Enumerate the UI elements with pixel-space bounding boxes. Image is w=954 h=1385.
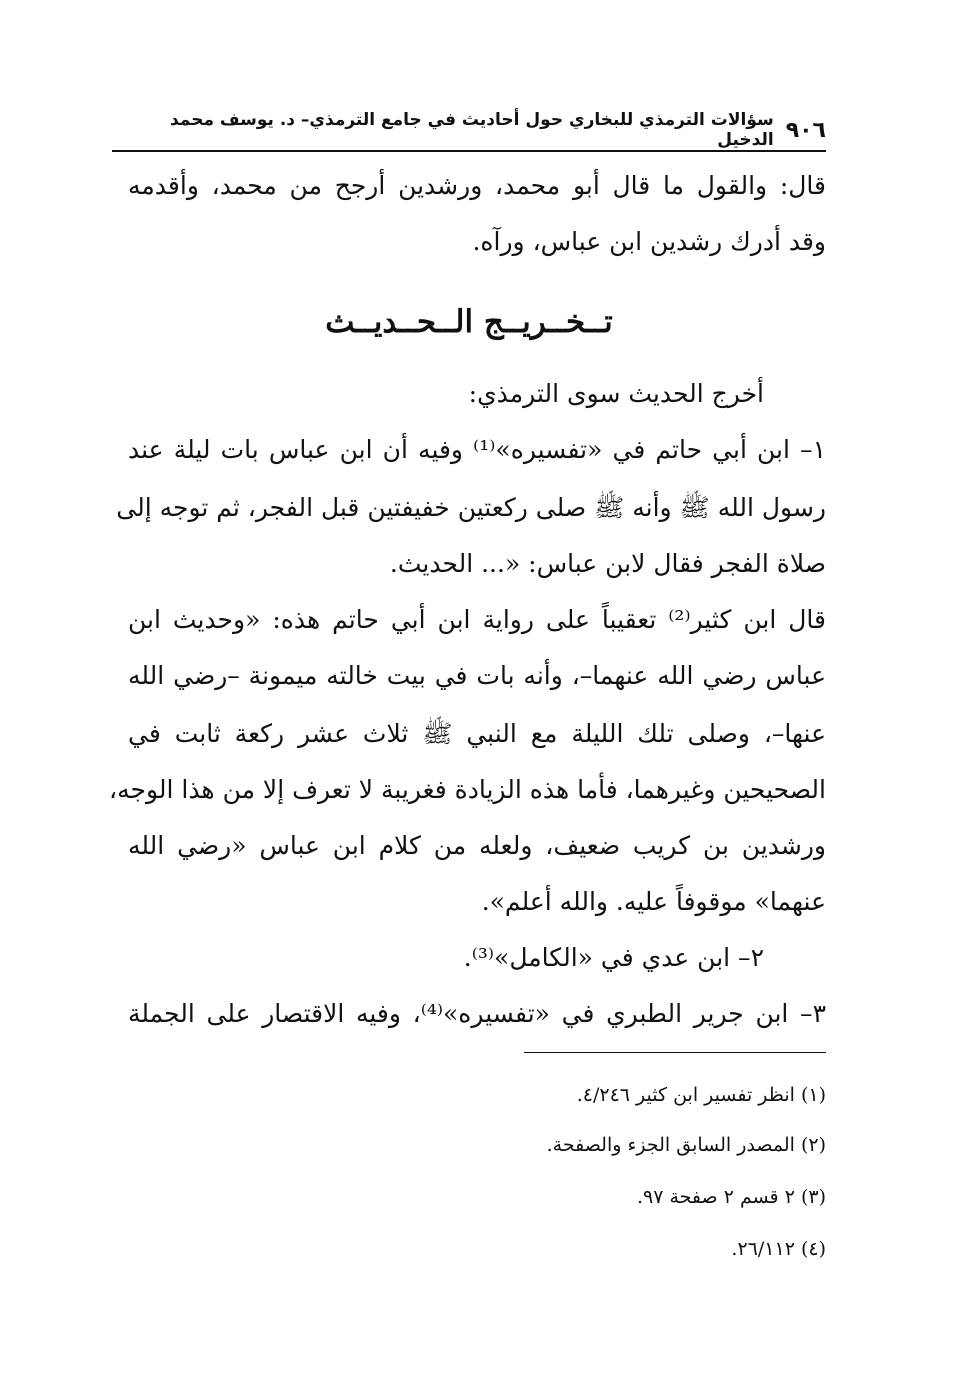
body-line-12: عنهما» موقوفاً عليه. والله أعلم». [481, 887, 826, 916]
footnote-3: (٣) ٢ قسم ٢ صفحة ٩٧. [636, 1186, 826, 1208]
body-line-1: قال: والقول ما قال أبو محمد، ورشدين أرجح من محمد، وأقدمه [128, 171, 826, 200]
footnote-4: (٤) ٢٦/١١٢. [731, 1238, 826, 1260]
body-line-8: عباس رضي الله عنهما–، وأنه بات في بيت خالته ميمونة –رضي الله [128, 661, 826, 690]
section-title: تــخــريــج الــحــديــث [325, 304, 613, 340]
body-line-5: رسول الله ﷺ وأنه ﷺ صلى ركعتين خفيفتين قبل الفجر، ثم توجه إلى [116, 493, 826, 522]
header-rule [112, 150, 826, 152]
running-header [112, 112, 826, 148]
footnote-1: (١) انظر تفسير ابن كثير ٤/٢٤٦. [576, 1084, 826, 1106]
footnote-rule [524, 1052, 826, 1053]
body-line-13: ٢– ابن عدي في «الكامل»⁽³⁾. [463, 943, 764, 972]
footnote-2: (٢) المصدر السابق الجزء والصفحة. [546, 1134, 826, 1156]
body-line-2: وقد أدرك رشدين ابن عباس، ورآه. [472, 227, 826, 256]
body-line-10: الصحيحين وغيرهما، فأما هذه الزيادة فغريبة لا تعرف إلا من هذا الوجه، [109, 775, 826, 804]
body-line-3: أخرج الحديث سوى الترمذي: [468, 379, 764, 408]
body-line-9: عنها–، وصلى تلك الليلة مع النبي ﷺ ثلاث عشر ركعة ثابت في [128, 719, 826, 748]
body-line-6: صلاة الفجر فقال لابن عباس: «... الحديث. [389, 549, 826, 578]
header-title: سؤالات الترمذي للبخاري حول أحاديث في جامع الترمذي– د. يوسف محمد الدخيل [169, 110, 774, 150]
body-line-14: ٣– ابن جرير الطبري في «تفسيره»⁽⁴⁾، وفيه الاقتصار على الجملة [128, 999, 826, 1028]
body-line-4: ١– ابن أبي حاتم في «تفسيره»⁽¹⁾ وفيه أن ابن عباس بات ليلة عند [128, 435, 826, 464]
body-line-11: ورشدين بن كريب ضعيف، ولعله من كلام ابن عباس «رضي الله [128, 831, 826, 860]
page-number: ٩٠٦ [785, 117, 826, 143]
body-line-7: قال ابن كثير⁽²⁾ تعقيباً على رواية ابن أبي حاتم هذه: «وحديث ابن [128, 605, 826, 634]
